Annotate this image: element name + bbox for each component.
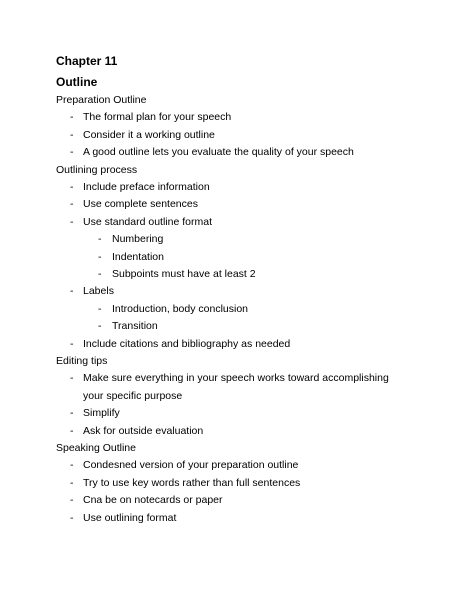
list-item: - Use outlining format: [56, 510, 416, 527]
bullet-list: [56, 370, 416, 440]
sub-list-item: - Numbering: [56, 231, 416, 248]
dash-bullet: -: [70, 215, 74, 228]
section-speaking-outline: [56, 440, 416, 527]
list-item: - Use standard outline format: [56, 214, 416, 231]
dash-bullet: -: [98, 268, 102, 281]
section-title: Editing tips: [56, 355, 108, 368]
dash-bullet: -: [70, 407, 74, 420]
sub-list-item: - Transition: [56, 318, 416, 335]
list-item: - Include preface information: [56, 179, 416, 196]
list-item: - Use complete sentences: [56, 196, 416, 213]
sub-list-item: - Subpoints must have at least 2: [56, 266, 416, 283]
list-item: - Condesned version of your preparation outline: [56, 457, 416, 474]
list-item: - Simplify: [56, 405, 416, 422]
dash-bullet: -: [98, 302, 102, 315]
dash-bullet: -: [98, 250, 102, 263]
chapter-title: Chapter 11: [56, 54, 118, 68]
list-item: - Labels: [56, 283, 416, 300]
section-title: Preparation Outline: [56, 94, 147, 106]
bullet-list: [56, 457, 416, 527]
section-preparation-outline: [56, 92, 416, 162]
dash-bullet: -: [70, 372, 74, 385]
list-item: - Try to use key words rather than full sentences: [56, 475, 416, 492]
dash-bullet: -: [70, 111, 74, 124]
list-item: - A good outline lets you evaluate the quality of your speech: [56, 144, 416, 161]
dash-bullet: -: [70, 511, 74, 524]
list-item: - Consider it a working outline: [56, 127, 416, 144]
dash-bullet: -: [70, 198, 74, 211]
bullet-list: [56, 109, 416, 161]
dash-bullet: -: [70, 494, 74, 507]
list-item: - Cna be on notecards or paper: [56, 492, 416, 509]
dash-bullet: -: [70, 337, 74, 350]
dash-bullet: -: [70, 424, 74, 437]
sub-list-item: - Introduction, body conclusion: [56, 301, 416, 318]
dash-bullet: -: [70, 459, 74, 472]
list-item: - The formal plan for your speech: [56, 109, 416, 126]
list-item: - Ask for outside evaluation: [56, 423, 416, 440]
section-title: Outlining process: [56, 163, 138, 176]
dash-bullet: -: [70, 285, 74, 298]
dash-bullet: -: [70, 128, 74, 141]
sub-list-item: - Indentation: [56, 249, 416, 266]
dash-bullet: -: [70, 476, 74, 489]
list-item: - Make sure everything in your speech works toward accomplishing your specific purpose: [70, 372, 389, 402]
dash-bullet: -: [70, 146, 74, 159]
section-editing-tips: [56, 353, 416, 440]
list-item: - Include citations and bibliography as needed: [56, 336, 416, 353]
dash-bullet: -: [98, 320, 102, 333]
dash-bullet: -: [70, 181, 74, 193]
dash-bullet: -: [98, 233, 102, 246]
section-outlining-process: [56, 162, 416, 353]
bullet-list: [56, 179, 416, 353]
outline-heading: Outline: [56, 75, 98, 89]
document-content: [56, 52, 416, 527]
section-title: Speaking Outline: [56, 442, 136, 455]
